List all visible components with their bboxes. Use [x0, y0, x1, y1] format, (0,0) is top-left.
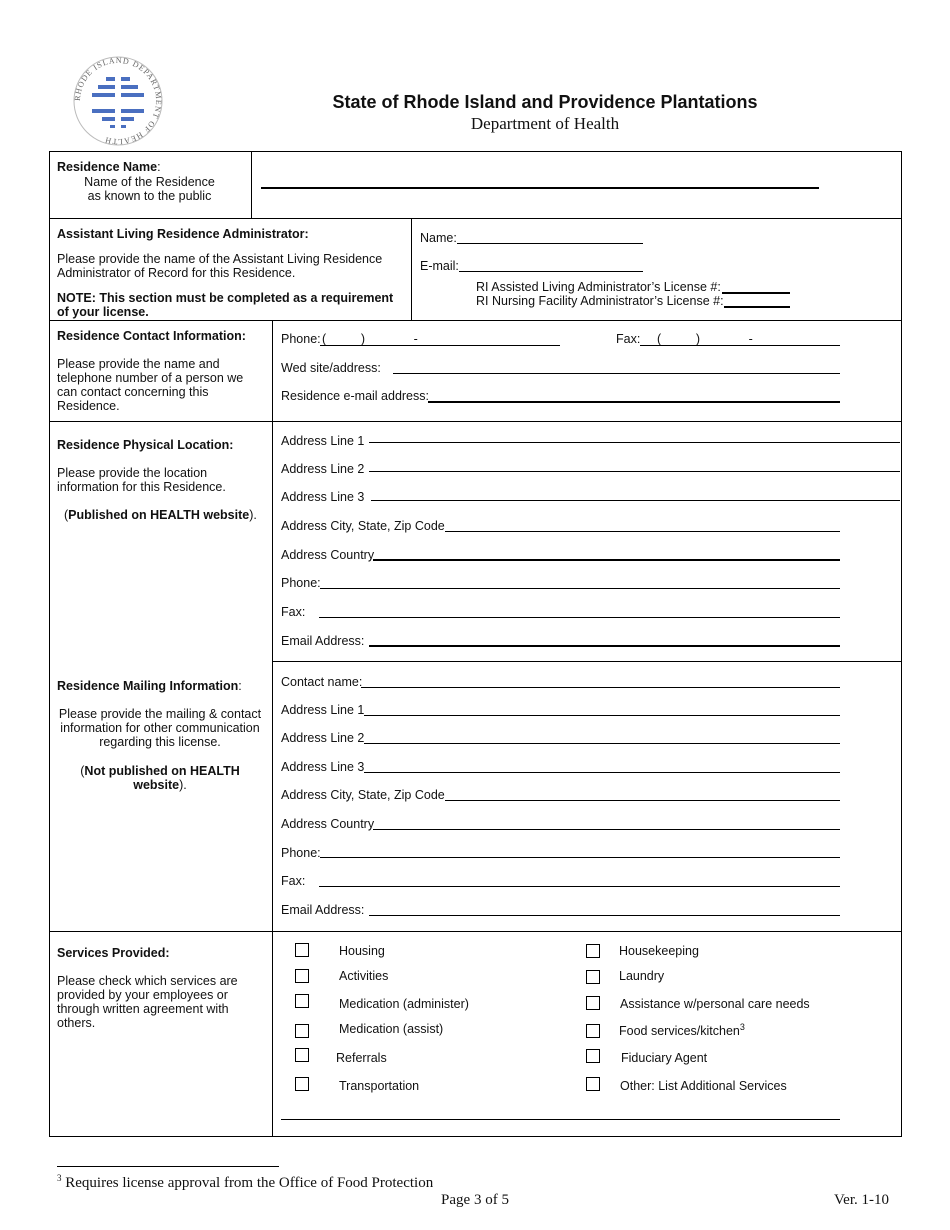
contact-email-input[interactable] — [428, 401, 840, 403]
rnf-license-label: RI Nursing Facility Administrator’s License #: — [476, 294, 724, 308]
mailing-address2-input[interactable] — [364, 743, 840, 744]
page-subtitle: Department of Health — [470, 114, 620, 133]
mailing-address1-input[interactable] — [364, 715, 840, 716]
mailing-field-label: Address Line 2 — [281, 731, 365, 745]
mailing-fax-input[interactable] — [319, 886, 840, 887]
rnf-license-input[interactable] — [724, 306, 790, 308]
mailing-desc1: Please provide the mailing & contact — [58, 707, 262, 721]
service-label: Food services/kitchen$^3$ — [619, 1022, 745, 1039]
mailing-city-input[interactable] — [445, 800, 840, 801]
activities-checkbox[interactable] — [295, 969, 309, 983]
administrator-desc2: Administrator of Record for this Residence. — [57, 266, 296, 280]
mailing-heading: Residence Mailing Information: — [57, 679, 242, 693]
service-label: Assistance w/personal care needs — [620, 997, 810, 1011]
contact-desc3: can contact concerning this — [57, 385, 209, 399]
contact-web-input[interactable] — [393, 373, 840, 374]
physical-desc2: information for this Residence. — [57, 480, 226, 494]
housing-checkbox[interactable] — [295, 943, 309, 957]
admin-email-label: E-mail: — [420, 259, 459, 273]
contact-desc1: Please provide the name and — [57, 357, 220, 371]
residence-name-desc2: as known to the public — [87, 189, 212, 203]
footnote: $^3$ Requires license approval from the Office of Food Protection — [57, 1173, 434, 1191]
contact-desc4: Residence. — [57, 399, 120, 413]
service-label: Activities — [339, 969, 389, 983]
physical-country-input[interactable] — [373, 559, 840, 561]
admin-name-label: Name: — [420, 231, 457, 245]
physical-field-label: Address Line 3 — [281, 490, 365, 504]
contact-phone-label: Phone: — [281, 332, 321, 346]
mailing-desc2: information for other communication — [60, 721, 260, 735]
physical-phone-input[interactable] — [320, 588, 840, 589]
residence-name-desc1: Name of the Residence — [84, 175, 215, 189]
mailing-phone-input[interactable] — [320, 857, 840, 858]
mailing-field-label: Address Country — [281, 817, 375, 831]
contact-phone-input[interactable] — [320, 345, 560, 346]
physical-address3-input[interactable] — [371, 500, 900, 501]
residence-name-heading: Residence Name: — [57, 160, 161, 174]
administrator-desc1: Please provide the name of the Assistant Living Residence — [57, 252, 383, 266]
laundry-checkbox[interactable] — [586, 970, 600, 984]
physical-field-label: Phone: — [281, 576, 321, 590]
services-desc1: Please check which services are — [57, 974, 238, 988]
service-label: Medication (administer) — [339, 997, 469, 1011]
mailing-not-published-note: (Not published on HEALTH website). — [80, 764, 240, 792]
contact-fax-input[interactable] — [640, 345, 840, 346]
administrator-note1: NOTE: This section must be completed as a requirement — [57, 291, 394, 305]
svg-text:RHODE ISLAND DEPARTMENT OF HEA: RHODE ISLAND DEPARTMENT OF HEALTH — [72, 55, 164, 147]
mailing-address3-input[interactable] — [364, 772, 840, 773]
referrals-checkbox[interactable] — [295, 1048, 309, 1062]
personal-care-checkbox[interactable] — [586, 996, 600, 1010]
version-label: Ver. 1-10 — [834, 1192, 889, 1208]
mailing-contact-name-input[interactable] — [361, 687, 840, 688]
service-label: Laundry — [619, 969, 665, 983]
services-desc2: provided by your employees or — [57, 988, 228, 1002]
physical-field-label: Address City, State, Zip Code — [281, 519, 445, 533]
services-desc4: others. — [57, 1016, 96, 1030]
food-services-checkbox[interactable] — [586, 1024, 600, 1038]
medication-assist-checkbox[interactable] — [295, 1024, 309, 1038]
physical-city-input[interactable] — [445, 531, 840, 532]
physical-fax-input[interactable] — [319, 617, 840, 618]
mailing-field-label: Phone: — [281, 846, 321, 860]
service-label: Medication (assist) — [339, 1022, 444, 1036]
other-services-checkbox[interactable] — [586, 1077, 600, 1091]
contact-email-label: Residence e-mail address: — [281, 389, 429, 403]
mailing-field-label: Email Address: — [281, 903, 365, 917]
physical-field-label: Fax: — [281, 605, 306, 619]
physical-field-label: Email Address: — [281, 634, 365, 648]
contact-fax-label: Fax: — [616, 332, 641, 346]
ral-license-input[interactable] — [722, 292, 790, 294]
admin-email-input[interactable] — [459, 271, 643, 272]
contact-phone-mask: ( ) - — [322, 332, 418, 346]
medication-administer-checkbox[interactable] — [295, 994, 309, 1008]
physical-field-label: Address Line 2 — [281, 462, 365, 476]
mailing-field-label: Fax: — [281, 874, 306, 888]
services-desc3: through written agreement with — [57, 1002, 229, 1016]
transportation-checkbox[interactable] — [295, 1077, 309, 1091]
service-label: Housekeeping — [619, 944, 699, 958]
contact-fax-mask: ( ) - — [657, 332, 753, 346]
physical-address2-input[interactable] — [369, 471, 900, 472]
ral-license-label: RI Assisted Living Administrator’s License #: — [476, 280, 721, 294]
contact-web-label: Wed site/address: — [281, 361, 381, 375]
physical-heading: Residence Physical Location: — [57, 438, 234, 452]
page-title: State of Rhode Island and Providence Plantations — [332, 92, 758, 112]
physical-address1-input[interactable] — [369, 442, 900, 443]
residence-name-input[interactable] — [261, 187, 819, 189]
physical-published-note: (Published on HEALTH website). — [64, 508, 257, 522]
service-label: Other: List Additional Services — [620, 1079, 787, 1093]
physical-field-label: Address Line 1 — [281, 434, 365, 448]
mailing-country-input[interactable] — [373, 829, 840, 830]
contact-heading: Residence Contact Information: — [57, 329, 246, 343]
mailing-field-label: Address Line 3 — [281, 760, 365, 774]
service-label: Fiduciary Agent — [621, 1051, 708, 1065]
housekeeping-checkbox[interactable] — [586, 944, 600, 958]
service-label: Transportation — [339, 1079, 420, 1093]
administrator-note2: of your license. — [57, 305, 149, 319]
fiduciary-agent-checkbox[interactable] — [586, 1049, 600, 1063]
contact-desc2: telephone number of a person we — [57, 371, 244, 385]
service-label: Referrals — [336, 1051, 387, 1065]
physical-field-label: Address Country — [281, 548, 375, 562]
page-number: Page 3 of 5 — [441, 1192, 509, 1208]
footnote-separator — [57, 1166, 279, 1167]
additional-services-input[interactable] — [281, 1119, 840, 1120]
services-heading: Services Provided: — [57, 946, 170, 960]
administrator-heading: Assistant Living Residence Administrator: — [57, 227, 309, 241]
mailing-field-label: Address City, State, Zip Code — [281, 788, 445, 802]
mailing-desc3: regarding this license. — [99, 735, 221, 749]
mailing-field-label: Address Line 1 — [281, 703, 365, 717]
mailing-field-label: Contact name: — [281, 675, 363, 689]
admin-name-input[interactable] — [457, 243, 643, 244]
physical-email-input[interactable] — [369, 645, 840, 647]
service-label: Housing — [339, 944, 385, 958]
physical-desc1: Please provide the location — [57, 466, 208, 480]
mailing-email-input[interactable] — [369, 915, 840, 916]
